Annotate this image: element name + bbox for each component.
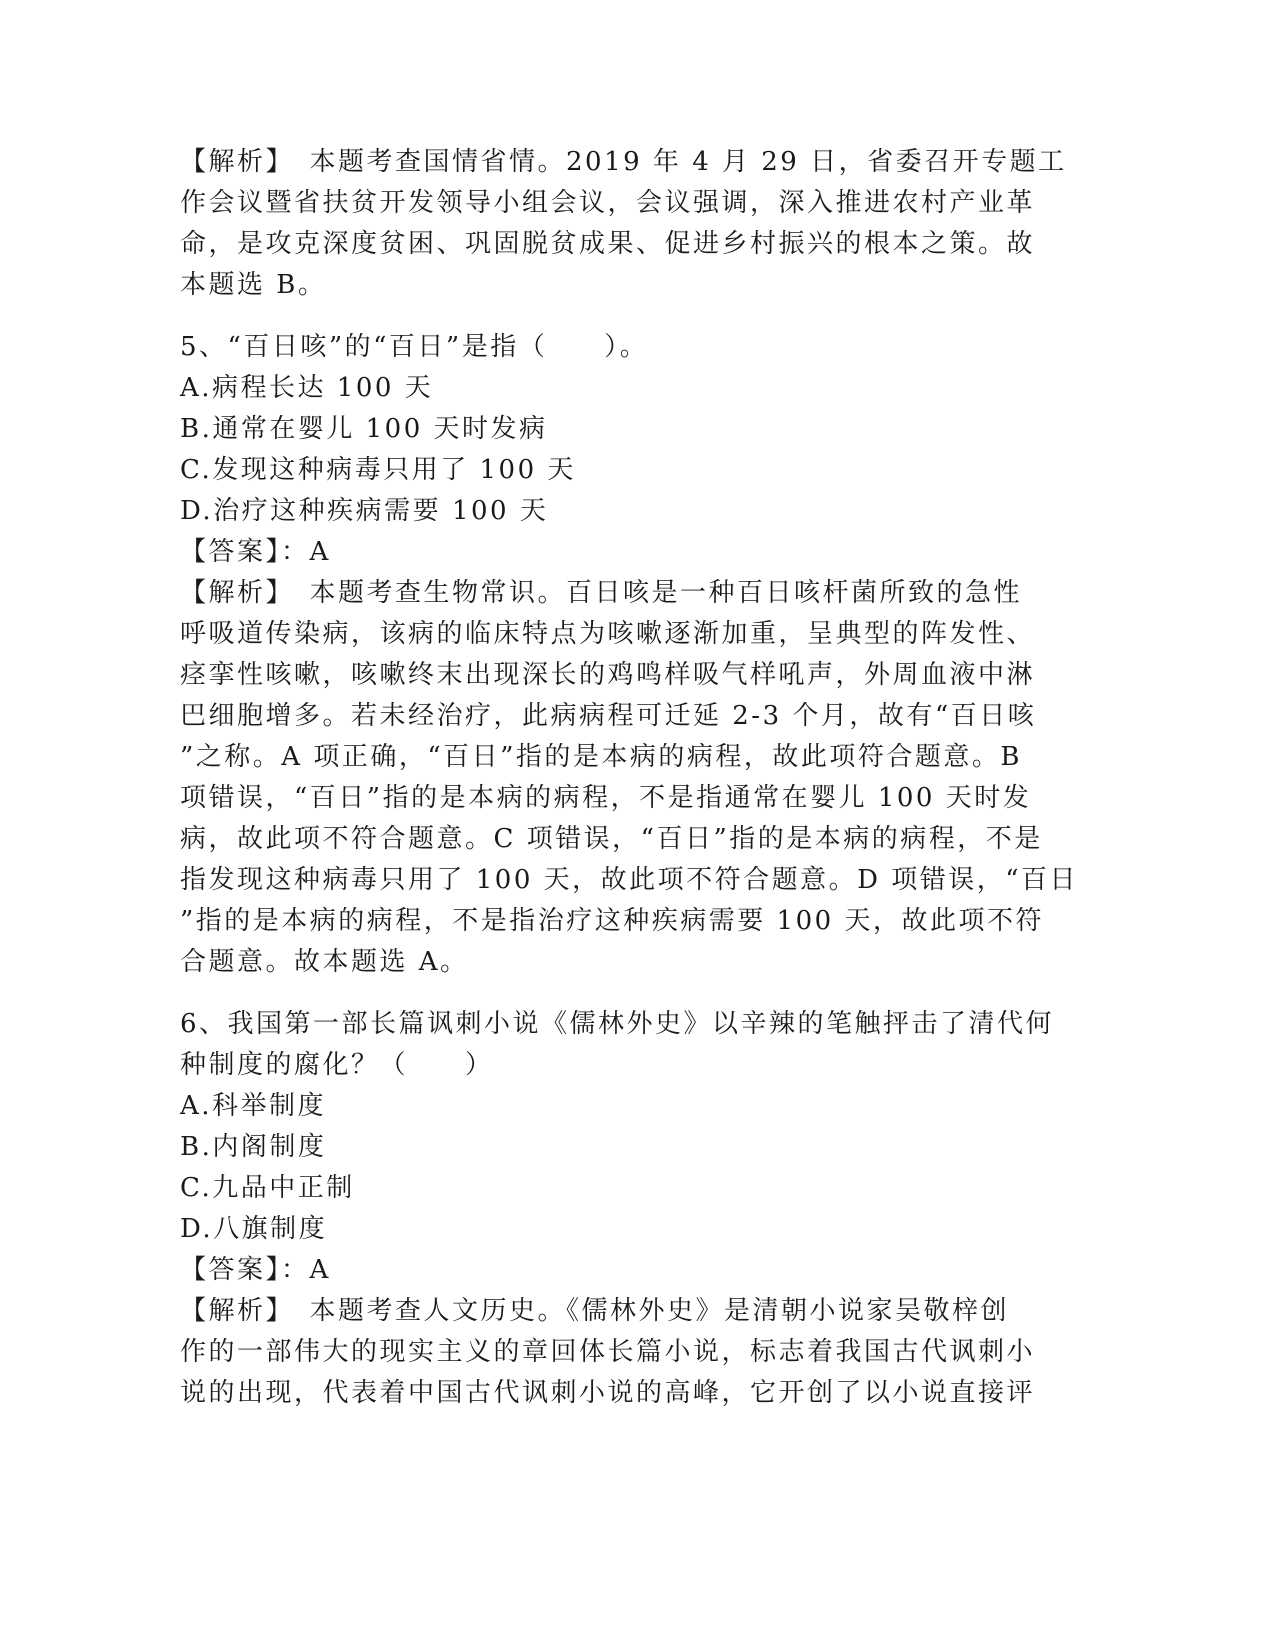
explanation-q6-line-1: 【解析】 本题考查人文历史。《儒林外史》是清朝小说家吴敬梓创: [180, 1296, 1010, 1326]
explanation-q5-line-4: 巴细胞增多。若未经治疗，此病病程可迁延 2-3 个月，故有“百日咳: [180, 701, 1037, 731]
explanation-q6-line-2: 作的一部伟大的现实主义的章回体长篇小说，标志着我国古代讽刺小: [180, 1337, 1036, 1367]
question-6-option-b: B.内阁制度: [180, 1132, 327, 1162]
question-6-option-a: A.科举制度: [180, 1091, 327, 1121]
explanation-q5-line-8: 指发现这种病毒只用了 100 天，故此项不符合题意。D 项错误，“百日: [180, 865, 1079, 895]
question-5-answer: 【答案】：A: [180, 537, 331, 567]
question-5-stem: 5、“百日咳”的“百日”是指（ ）。: [180, 332, 649, 362]
explanation-q6-line-3: 说的出现，代表着中国古代讽刺小说的高峰，它开创了以小说直接评: [180, 1378, 1036, 1408]
explanation-q5-line-5: ”之称。A 项正确，“百日”指的是本病的病程，故此项符合题意。B: [180, 742, 1023, 772]
explanation-q5-line-7: 病，故此项不符合题意。C 项错误，“百日”指的是本病的病程，不是: [180, 824, 1043, 854]
question-5-option-b: B.通常在婴儿 100 天时发病: [180, 414, 548, 444]
question-5-option-c: C.发现这种病毒只用了 100 天: [180, 455, 576, 485]
question-6-option-c: C.九品中正制: [180, 1173, 355, 1203]
explanation-q5-line-3: 痉挛性咳嗽，咳嗽终末出现深长的鸡鸣样吸气样吼声，外周血液中淋: [180, 660, 1036, 690]
question-6-stem-line-1: 6、我国第一部长篇讽刺小说《儒林外史》以辛辣的笔触抨击了清代何: [180, 1009, 1055, 1039]
explanation-q5-line-10: 合题意。故本题选 A。: [180, 947, 469, 977]
question-6-answer: 【答案】：A: [180, 1255, 331, 1285]
explanation-q4-line-1: 【解析】 本题考查国情省情。2019 年 4 月 29 日，省委召开专题工: [180, 147, 1067, 177]
explanation-q4-line-4: 本题选 B。: [180, 270, 327, 300]
question-6-stem-line-2: 种制度的腐化？（ ）: [180, 1050, 494, 1080]
explanation-q5-line-9: ”指的是本病的病程，不是指治疗这种疾病需要 100 天，故此项不符: [180, 906, 1044, 936]
question-6-option-d: D.八旗制度: [180, 1214, 328, 1244]
explanation-q5-line-6: 项错误，“百日”指的是本病的病程，不是指通常在婴儿 100 天时发: [180, 783, 1032, 813]
question-5-option-d: D.治疗这种疾病需要 100 天: [180, 496, 549, 526]
question-5-option-a: A.病程长达 100 天: [180, 373, 434, 403]
explanation-q4-line-3: 命，是攻克深度贫困、巩固脱贫成果、促进乡村振兴的根本之策。故: [180, 229, 1036, 259]
explanation-q4-line-2: 作会议暨省扶贫开发领导小组会议，会议强调，深入推进农村产业革: [180, 188, 1036, 218]
explanation-q5-line-2: 呼吸道传染病，该病的临床特点为咳嗽逐渐加重，呈典型的阵发性、: [180, 619, 1036, 649]
explanation-q5-line-1: 【解析】 本题考查生物常识。百日咳是一种百日咳杆菌所致的急性: [180, 578, 1023, 608]
